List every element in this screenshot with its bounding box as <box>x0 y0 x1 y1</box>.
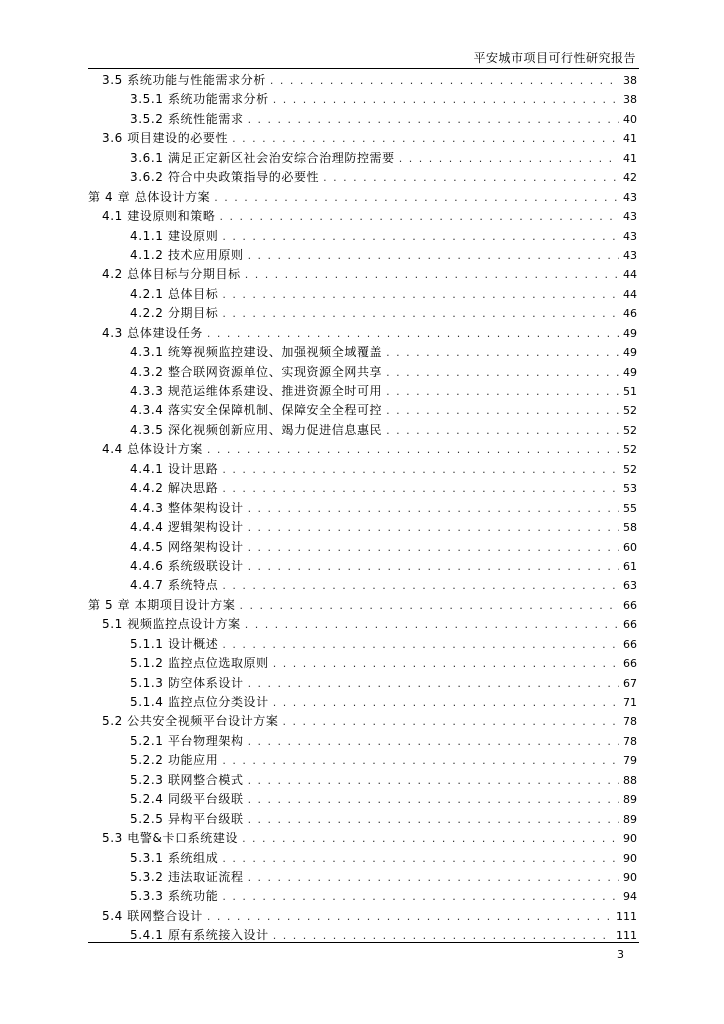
toc-entry-page: 51 <box>623 385 637 398</box>
toc-entry-title: 3.5 系统功能与性能需求分析 <box>102 73 266 87</box>
toc-entry[interactable] <box>88 382 637 401</box>
toc-entry[interactable] <box>88 732 637 751</box>
dot-leader <box>273 93 619 106</box>
toc-entry-title: 第 4 章 总体设计方案 <box>88 189 211 204</box>
toc-entry-page: 52 <box>623 404 637 418</box>
toc-entry-title: 4.4.6 系统级联设计 <box>130 558 244 573</box>
dot-leader <box>242 832 619 845</box>
toc-entry-page: 52 <box>623 462 637 476</box>
toc-entry-title: 4.3.2 整合联网资源单位、实现资源全网共享 <box>130 364 383 379</box>
running-header: 平安城市项目可行性研究报告 <box>473 51 636 65</box>
dot-leader <box>222 754 619 767</box>
dot-leader <box>386 385 619 398</box>
dot-leader <box>248 560 619 573</box>
toc-entry[interactable] <box>88 499 637 518</box>
toc-entry-title: 5.1 视频监控点设计方案 <box>102 617 241 632</box>
dot-leader <box>273 696 619 709</box>
toc-entry-title: 4.4.7 系统特点 <box>130 578 219 593</box>
toc-entry[interactable] <box>88 265 637 284</box>
dot-leader <box>222 482 619 495</box>
toc-entry-page: 43 <box>623 210 637 224</box>
toc-entry-page: 43 <box>623 248 637 262</box>
toc-entry[interactable] <box>88 324 637 343</box>
dot-leader <box>222 890 619 903</box>
toc-entry-page: 88 <box>623 773 637 787</box>
toc-entry-title: 5.2.3 联网整合模式 <box>130 772 244 787</box>
toc-entry-title: 5.3.2 违法取证流程 <box>130 869 244 884</box>
dot-leader <box>248 793 619 806</box>
toc-entry[interactable] <box>88 887 637 906</box>
toc-entry-page: 38 <box>623 93 637 107</box>
toc-entry-title: 5.1.4 监控点位分类设计 <box>130 695 269 709</box>
dot-leader <box>248 735 619 748</box>
toc-entry-title: 4.3.4 落实安全保障机制、保障安全全程可控 <box>130 403 383 418</box>
toc-entry-page: 40 <box>623 112 637 126</box>
toc-entry-page: 67 <box>623 676 637 690</box>
toc-entry[interactable] <box>88 363 637 382</box>
toc-entry[interactable] <box>88 188 637 207</box>
dot-leader <box>207 443 619 456</box>
toc-entry-title: 5.1.3 防空体系设计 <box>130 675 244 690</box>
dot-leader <box>399 152 619 165</box>
toc-entry[interactable] <box>88 615 637 634</box>
dot-leader <box>248 677 619 690</box>
toc-entry-title: 4.4.2 解决思路 <box>130 481 219 496</box>
toc-entry[interactable] <box>88 712 637 731</box>
toc-entry[interactable] <box>88 460 637 479</box>
toc-entry-title: 4.4 总体设计方案 <box>102 442 203 457</box>
dot-leader <box>273 657 619 670</box>
toc-entry-page: 44 <box>623 287 637 301</box>
dot-leader <box>248 249 619 262</box>
toc-entry-title: 第 5 章 本期项目设计方案 <box>88 597 236 612</box>
toc-entry-page: 66 <box>623 598 637 612</box>
dot-leader <box>222 852 619 865</box>
toc-entry-title: 5.2.4 同级平台级联 <box>130 792 244 807</box>
toc-entry-title: 4.1.2 技术应用原则 <box>130 247 244 262</box>
toc-entry-title: 5.1.1 设计概述 <box>130 636 219 651</box>
toc-entry[interactable] <box>88 810 637 829</box>
toc-entry-page: 66 <box>623 637 637 651</box>
toc-entry-page: 66 <box>623 618 637 632</box>
toc-entry-page: 71 <box>623 696 637 709</box>
toc-entry-page: 111 <box>616 929 637 943</box>
dot-leader <box>248 813 619 826</box>
toc-entry[interactable] <box>88 246 637 265</box>
toc-entry-title: 5.4 联网整合设计 <box>102 908 203 923</box>
dot-leader <box>222 638 619 651</box>
toc-entry-title: 5.2.1 平台物理架构 <box>130 733 244 748</box>
toc-entry-title: 5.2.5 异构平台级联 <box>130 811 244 826</box>
toc-entry-title: 5.4.1 原有系统接入设计 <box>130 928 269 943</box>
toc-entry-page: 42 <box>623 171 637 185</box>
toc-entry-title: 4.1 建设原则和策略 <box>102 209 216 224</box>
toc-entry-title: 5.2.2 功能应用 <box>130 753 219 768</box>
dot-leader <box>222 230 619 243</box>
toc-entry[interactable] <box>88 207 637 226</box>
toc-entry[interactable] <box>88 790 637 809</box>
toc-entry-title: 4.3.1 统筹视频监控建设、加强视频全域覆盖 <box>130 345 383 360</box>
dot-leader <box>248 774 619 787</box>
dot-leader <box>273 929 612 942</box>
toc-entry[interactable] <box>88 576 637 595</box>
toc-entry[interactable] <box>88 868 637 887</box>
toc-entry-page: 111 <box>616 909 637 923</box>
toc-entry-page: 49 <box>623 346 637 360</box>
toc-entry[interactable] <box>88 90 637 109</box>
toc-entry-page: 89 <box>623 793 637 807</box>
toc-entry-page: 90 <box>623 870 637 884</box>
toc-entry-title: 5.2 公共安全视频平台设计方案 <box>102 714 279 729</box>
toc-entry-title: 3.6 项目建设的必要性 <box>102 131 229 146</box>
dot-leader <box>248 113 619 126</box>
dot-leader <box>386 366 619 379</box>
toc-entry[interactable] <box>88 227 637 246</box>
dot-leader <box>222 288 619 301</box>
dot-leader <box>232 132 619 145</box>
dot-leader <box>270 74 619 87</box>
toc-entry-page: 79 <box>623 754 637 768</box>
dot-leader <box>386 424 619 437</box>
toc-entry[interactable] <box>88 557 637 576</box>
toc-entry[interactable] <box>88 401 637 420</box>
dot-leader <box>245 268 619 281</box>
dot-leader <box>386 346 619 359</box>
toc-entry[interactable] <box>88 693 637 712</box>
toc-entry-title: 4.1.1 建设原则 <box>130 228 219 243</box>
toc-entry-title: 4.4.4 逻辑架构设计 <box>130 520 244 535</box>
toc-entry-title: 4.4.3 整体架构设计 <box>130 500 244 515</box>
toc-entry-title: 5.3 电警&卡口系统建设 <box>102 831 239 846</box>
toc-entry-title: 5.3.3 系统功能 <box>130 889 219 904</box>
toc-entry-title: 3.5.1 系统功能需求分析 <box>130 92 269 107</box>
toc-entry-page: 90 <box>623 851 637 865</box>
toc-entry[interactable] <box>88 129 637 148</box>
toc-entry-page: 63 <box>623 579 637 593</box>
toc-entry-title: 4.4.1 设计思路 <box>130 461 219 476</box>
toc-entry[interactable] <box>88 421 637 440</box>
dot-leader <box>222 307 619 320</box>
dot-leader <box>248 502 619 515</box>
toc-entry[interactable] <box>88 343 637 362</box>
toc-entry-title: 4.3.3 规范运维体系建设、推进资源全时可用 <box>130 384 383 398</box>
toc-entry-title: 4.3 总体建设任务 <box>102 325 203 340</box>
dot-leader <box>220 210 620 223</box>
toc-entry-title: 3.6.1 满足正定新区社会治安综合治理防控需要 <box>130 150 395 165</box>
toc-entry-page: 66 <box>623 657 637 671</box>
toc-entry-page: 38 <box>623 74 637 87</box>
toc-entry[interactable] <box>88 674 637 693</box>
toc-entry[interactable] <box>88 479 637 498</box>
toc-entry[interactable] <box>88 149 637 168</box>
toc-entry-page: 89 <box>623 812 637 826</box>
toc-entry[interactable] <box>88 654 637 673</box>
table-of-contents <box>88 71 637 946</box>
toc-entry-page: 60 <box>623 540 637 554</box>
dot-leader <box>222 579 619 592</box>
toc-entry[interactable] <box>88 596 637 615</box>
toc-entry-title: 4.3.5 深化视频创新应用、竭力促进信息惠民 <box>130 422 383 437</box>
toc-entry-page: 55 <box>623 501 637 515</box>
toc-entry-title: 4.2.2 分期目标 <box>130 306 219 321</box>
toc-entry-page: 43 <box>623 229 637 243</box>
toc-entry[interactable] <box>88 71 637 90</box>
dot-leader <box>245 618 619 631</box>
toc-entry-title: 4.2 总体目标与分期目标 <box>102 267 241 282</box>
toc-entry-page: 41 <box>623 151 637 165</box>
page-number: 3 <box>617 948 624 961</box>
toc-entry-page: 90 <box>623 832 637 846</box>
header-rule <box>88 68 639 69</box>
toc-entry[interactable] <box>88 635 637 654</box>
footer-rule <box>88 942 639 943</box>
toc-entry[interactable] <box>88 751 637 770</box>
toc-entry-page: 49 <box>623 326 637 340</box>
dot-leader <box>222 463 619 476</box>
dot-leader <box>248 521 619 534</box>
toc-entry[interactable] <box>88 771 637 790</box>
toc-entry[interactable] <box>88 304 637 323</box>
toc-entry-title: 3.6.2 符合中央政策指导的必要性 <box>130 170 320 185</box>
toc-entry-title: 3.5.2 系统性能需求 <box>130 111 244 126</box>
toc-entry[interactable] <box>88 829 637 848</box>
dot-leader <box>386 404 619 417</box>
toc-entry-page: 52 <box>623 423 637 437</box>
dot-leader <box>239 599 619 612</box>
toc-entry-title: 4.2.1 总体目标 <box>130 286 219 301</box>
toc-entry[interactable] <box>88 538 637 557</box>
toc-entry[interactable] <box>88 440 637 459</box>
toc-entry-page: 49 <box>623 365 637 379</box>
toc-entry-page: 78 <box>623 715 637 729</box>
toc-entry[interactable] <box>88 849 637 868</box>
toc-entry[interactable] <box>88 285 637 304</box>
toc-entry-page: 41 <box>623 132 637 146</box>
toc-entry-page: 94 <box>623 890 637 904</box>
toc-entry-title: 4.4.5 网络架构设计 <box>130 539 244 554</box>
toc-entry-page: 46 <box>623 307 637 321</box>
toc-entry[interactable] <box>88 907 637 926</box>
toc-entry-page: 61 <box>623 559 637 573</box>
toc-entry[interactable] <box>88 110 637 129</box>
toc-entry-page: 58 <box>623 521 637 535</box>
toc-entry-page: 53 <box>623 482 637 496</box>
toc-entry-page: 43 <box>623 190 637 204</box>
dot-leader <box>207 327 619 340</box>
toc-entry-title: 5.3.1 系统组成 <box>130 850 219 865</box>
dot-leader <box>207 910 612 923</box>
toc-entry-page: 78 <box>623 734 637 748</box>
dot-leader <box>248 871 619 884</box>
dot-leader <box>214 191 619 204</box>
toc-entry-title: 5.1.2 监控点位选取原则 <box>130 656 269 671</box>
dot-leader <box>323 171 619 184</box>
dot-leader <box>283 715 620 728</box>
toc-entry[interactable] <box>88 518 637 537</box>
dot-leader <box>248 541 619 554</box>
toc-entry[interactable] <box>88 168 637 187</box>
toc-entry-page: 44 <box>623 268 637 282</box>
toc-entry-page: 52 <box>623 443 637 457</box>
